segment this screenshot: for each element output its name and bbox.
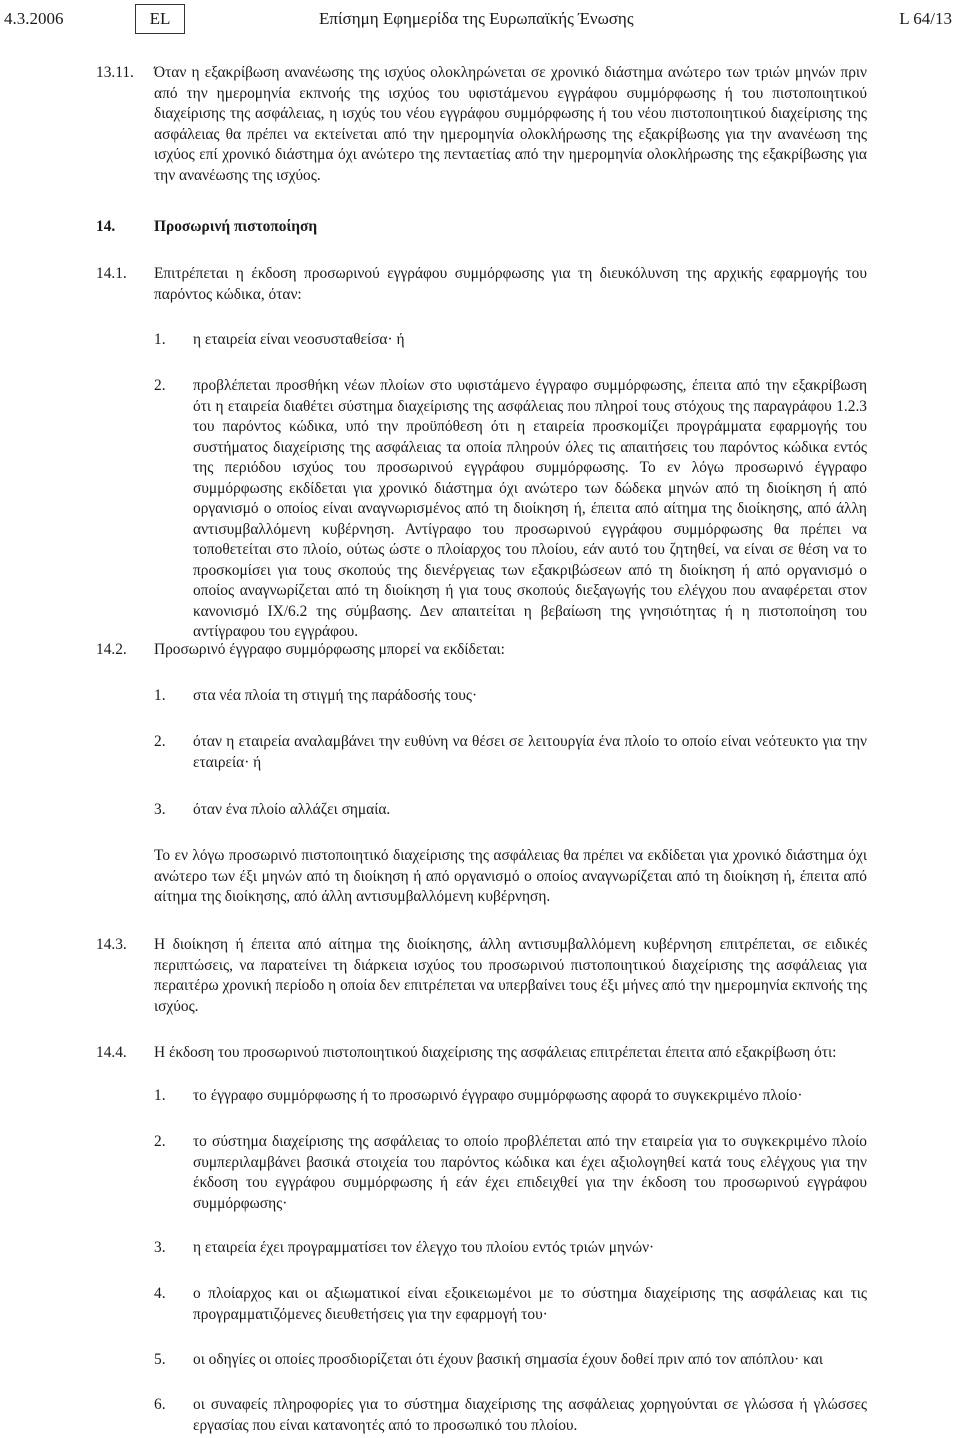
list-item: προβλέπεται προσθήκη νέων πλοίων στο υφιστάμενο έγγραφο συμμόρφωσης, έπειτα από την εξακρίβωση ότι η εταιρεία διαθέτει σύστημα διαχείρισης της ασφάλειας που πληροί τους στόχους της παραγράφου 1.2.3 του παρόντος κώδικα, υπό την προϋπόθεση ότι η εταιρεία προσκομίζει προγράμματα εφαρμογής του συστήματος διαχείρισης της ασφάλειας τα οποία πληρούν όλες τις απαιτήσεις του παρόντος κώδικα εντός της περιόδου ισχύος του προσωρινού εγγράφου συμμόρφωσης. Το εν λόγω προσωρινό έγγραφο συμμόρφωσης εκδίδεται για χρονικό διάστημα όχι ανώτερο των δώδεκα μηνών από τη διοίκηση ή από οργανισμό ο οποίος είναι αναγνωρισμένος από τη διοίκηση ή, έπειτα από αίτημα της διοίκησης, από άλλη αντισυμβαλλόμενη κυβέρνηση. Αντίγραφο του προσωρινού εγγράφου συμμόρφωσης θα πρέπει να τοποθετείται στο πλοίο, ούτως ώστε ο πλοίαρχος του πλοίου, εάν αυτό του ζητηθεί, να είναι σε θέση να το προσκομίσει για τους σκοπούς της διενέργειας των εξακριβώσεων από τη διοίκηση ή από οργανισμό ο οποίος αναγνωρίζεται από τη διοίκηση ή για τους σκοπούς διεξαγωγής του ελέγχου που αναφέρεται στον κανονισμό IX/6.2 της σύμβασης. Δεν απαιτείται η βεβαίωση της γνησιότητας ή η πιστοποίηση του αντίγραφου του εγγράφου. [193, 377, 867, 640]
list-item: στα νέα πλοία τη στιγμή της παράδοσής τους· [193, 687, 478, 704]
section-14-3-text: Η διοίκηση ή έπειτα από αίτημα της διοίκησης, άλλη αντισυμβαλλόμενη κυβέρνηση επιτρέπεται, σε ειδικές περιπτώσεις, να παρατείνει τη διάρκεια ισχύος του προσωρινού πιστοποιητικού διαχείρισης της ασφάλειας για περαιτέρω χρονική περίοδο η οποία δεν επιτρέπεται να υπερβαίνει τους έξι μήνες από την ημερομηνία εκπνοής της ισχύος. [154, 936, 867, 1015]
list-item-number: 1. [154, 1087, 166, 1104]
section-13-11-text: Όταν η εξακρίβωση ανανέωσης της ισχύος ολοκληρώνεται σε χρονικό διάστημα ανώτερο των τριών μηνών πριν από την ημερομηνία εκπνοής της ισχύος του υφιστάμενου εγγράφου συμμόρφωσης ή του πιστοποιητικού διαχείρισης της ασφάλειας, η ισχύς του νέου εγγράφου συμμόρφωσης ή του νέου πιστοποιητικού διαχείρισης της ασφάλειας θα πρέπει να εκτείνεται από την ημερομηνία ολοκλήρωσης της εξακρίβωσης για την ανανέωση της ισχύος επί χρονικό διάστημα όχι ανώτερο της πενταετίας από την ημερομηνία ολοκλήρωσης της εξακρίβωσης για την ανανέωσης της ισχύος. [154, 64, 867, 184]
journal-title: Επίσημη Εφημερίδα της Ευρωπαϊκής Ένωσης [319, 9, 634, 28]
section-14-2-text: Προσωρινό έγγραφο συμμόρφωσης μπορεί να εκδίδεται: [154, 641, 505, 658]
list-item-number: 3. [154, 1239, 166, 1256]
list-item-number: 6. [154, 1396, 166, 1413]
list-item-number: 3. [154, 801, 166, 818]
page-header [0, 0, 960, 42]
section-14-4-number: 14.4. [96, 1044, 127, 1061]
section-14-2-number: 14.2. [96, 641, 127, 658]
list-item-number: 2. [154, 733, 166, 750]
list-item: το έγγραφο συμμόρφωσης ή το προσωρινό έγγραφο συμμόρφωσης αφορά το συγκεκριμένο πλοίο· [193, 1087, 803, 1104]
section-14-2-closing: Το εν λόγω προσωρινό πιστοποιητικό διαχείρισης της ασφάλειας θα πρέπει να εκδίδεται για χρονικό διάστημα όχι ανώτερο των έξι μηνών από τη διοίκηση ή από οργανισμό ο οποίος αναγνωρίζεται από τη διοίκηση ή, έπειτα από αίτημα της διοίκησης, από άλλη αντισυμβαλλόμενη κυβέρνηση. [154, 847, 867, 905]
section-14-1-text: Επιτρέπεται η έκδοση προσωρινού εγγράφου συμμόρφωσης για τη διευκόλυνση της αρχικής εφαρμογής του παρόντος κώδικα, όταν: [154, 265, 867, 303]
section-14-title: Προσωρινή πιστοποίηση [154, 218, 318, 235]
list-item-number: 1. [154, 687, 166, 704]
list-item: το σύστημα διαχείρισης της ασφάλειας το οποίο προβλέπεται από την εταιρεία για το συγκεκριμένο πλοίο συμπεριλαμβάνει βασικά στοιχεία του παρόντος κώδικα και έχει αξιολογηθεί κατά τους ελέγχους για την έκδοση του εγγράφου συμμόρφωσης ή εάν έχει επιδειχθεί για την έκδοση του προσωρινού εγγράφου συμμόρφωσης· [193, 1133, 867, 1212]
list-item-number: 1. [154, 331, 166, 348]
list-item-number: 5. [154, 1351, 166, 1368]
list-item: όταν η εταιρεία αναλαμβάνει την ευθύνη να θέσει σε λειτουργία ένα πλοίο το οποίο είναι νεότευκτο για την εταιρεία· ή [193, 733, 867, 771]
page-reference: L 64/13 [899, 9, 952, 28]
list-item: η εταιρεία είναι νεοσυσταθείσα· ή [193, 331, 405, 348]
list-item-number: 4. [154, 1285, 166, 1302]
section-14-1-number: 14.1. [96, 265, 127, 282]
list-item: ο πλοίαρχος και οι αξιωματικοί είναι εξοικειωμένοι με το σύστημα διαχείρισης της ασφάλειας και τις προγραμματιζόμενες διευθετήσεις για την εφαρμογή του· [193, 1285, 867, 1323]
list-item: οι συναφείς πληροφορίες για το σύστημα διαχείρισης της ασφάλειας χορηγούνται σε γλώσσα ή γλώσσες εργασίας που είναι κατανοητές από το προσωπικό του πλοίου. [193, 1396, 867, 1434]
list-item-number: 2. [154, 377, 166, 394]
list-item: οι οδηγίες οι οποίες προσδιορίζεται ότι έχουν βασική σημασία έχουν δοθεί πριν από τον απόπλου· και [193, 1351, 823, 1368]
list-item: η εταιρεία έχει προγραμματίσει τον έλεγχο του πλοίου εντός τριών μηνών· [193, 1239, 655, 1256]
publication-date: 4.3.2006 [4, 9, 64, 28]
language-badge: EL [135, 4, 185, 34]
section-13-11-number: 13.11. [96, 64, 134, 81]
section-14-3-number: 14.3. [96, 936, 127, 953]
list-item-number: 2. [154, 1133, 166, 1150]
section-14-number: 14. [96, 218, 116, 235]
list-item: όταν ένα πλοίο αλλάζει σημαία. [193, 801, 391, 818]
section-14-4-text: Η έκδοση του προσωρινού πιστοποιητικού διαχείρισης της ασφάλειας επιτρέπεται έπειτα από εξακρίβωση ότι: [154, 1044, 837, 1061]
